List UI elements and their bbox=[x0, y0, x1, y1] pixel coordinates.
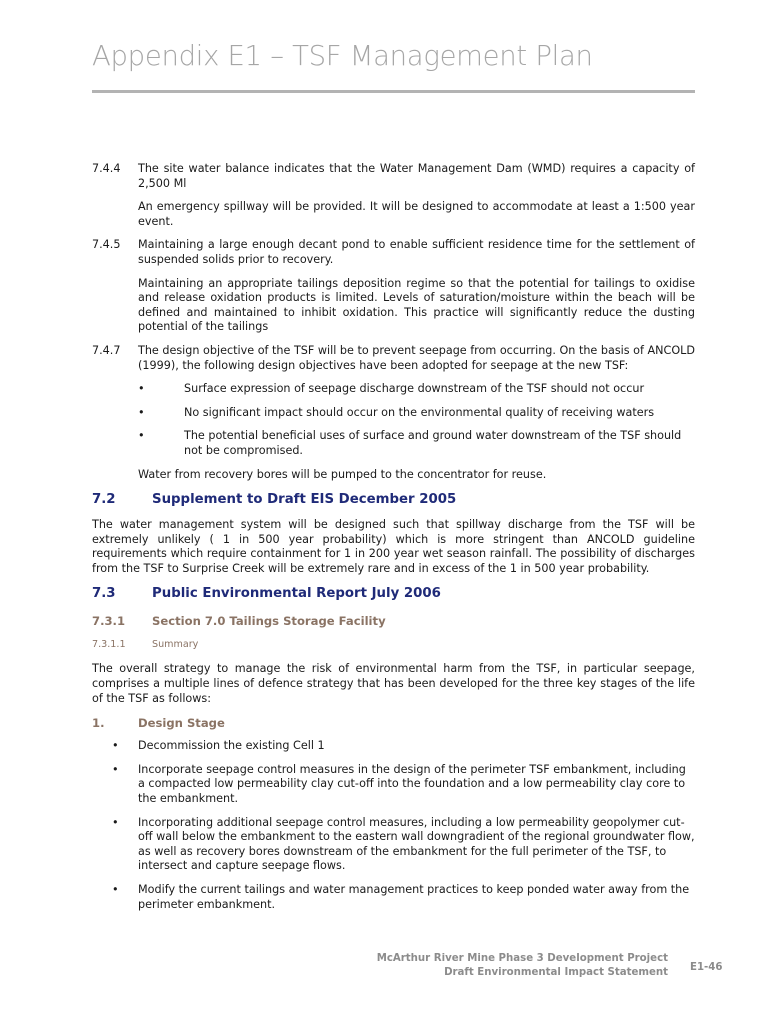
heading-number: 1. bbox=[92, 716, 105, 731]
section-7-4-7 bbox=[92, 344, 695, 373]
section-heading-7-3 bbox=[92, 586, 695, 602]
footer-document: Draft Environmental Impact Statement bbox=[444, 966, 668, 978]
section-number: 7.4.4 bbox=[92, 162, 121, 175]
paragraph: Water from recovery bores will be pumped to the concentrator for reuse. bbox=[138, 467, 547, 481]
heading-number: 7.2 bbox=[92, 492, 116, 508]
paragraph: An emergency spillway will be provided. It will be designed to accommodate at least a 1:500 year event. bbox=[138, 200, 695, 228]
list-item: • Surface expression of seepage discharge downstream of the TSF should not occur bbox=[138, 382, 645, 396]
heading-title: Design Stage bbox=[138, 716, 225, 731]
section-text: Maintaining a large enough decant pond to enable sufficient residence time for the settlement of suspended solids prior to recovery. bbox=[138, 238, 695, 266]
list-item: • Incorporate seepage control measures in the design of the perimeter TSF embankment, including a compacted low permeability clay cut-off into the foundation and a low permeability clay core to the embankment. bbox=[112, 762, 686, 806]
list-item: • Modify the current tailings and water management practices to keep ponded water away from the perimeter embankment. bbox=[112, 883, 690, 911]
section-number: 7.4.7 bbox=[92, 343, 121, 357]
heading-number: 7.3.1 bbox=[92, 614, 126, 629]
bullet-icon: • bbox=[112, 739, 119, 753]
bullet-icon: • bbox=[112, 815, 119, 829]
bullet-icon: • bbox=[112, 883, 119, 896]
heading-title: Section 7.0 Tailings Storage Facility bbox=[152, 614, 386, 629]
section-7-4-4 bbox=[92, 162, 695, 191]
heading-number: 7.3.1.1 bbox=[92, 639, 126, 651]
page-number: E1-46 bbox=[690, 962, 723, 973]
design-stage-list bbox=[112, 739, 695, 912]
section-heading-7-3-1-1 bbox=[92, 639, 695, 651]
heading-number: 7.3 bbox=[92, 586, 116, 602]
heading-title: Supplement to Draft EIS December 2005 bbox=[152, 492, 457, 508]
list-item: • Incorporating additional seepage control measures, including a low permeability geopolymer cut-off wall below the embankment to the eastern wall downgradient of the regional groundwater flow, as well as recovery bores downstream of the embankment for the full perimeter of the TSF, to intersect and capture seepage flows. bbox=[112, 815, 695, 873]
list-item: • The potential beneficial uses of surface and ground water downstream of the TSF should not be compromised. bbox=[138, 429, 682, 457]
design-stage-heading bbox=[92, 716, 695, 730]
bullet-icon: • bbox=[138, 429, 145, 443]
section-text: The design objective of the TSF will be to prevent seepage from occurring. On the basis of ANCOLD (1999), the following design objectives have been adopted for seepage at the new TSF: bbox=[138, 343, 695, 372]
objective-list bbox=[138, 382, 695, 458]
paragraph: The water management system will be designed such that spillway discharge from the TSF will be extremely unlikely ( 1 in 500 year probability) which is more stringent than ANCOLD guideline requirements which require containment for 1 in 200 year wet season rainfall. The possibility of discharges from the TSF to Surprise Creek will be extremely rare and in excess of the 1 in 500 year probability. bbox=[92, 518, 695, 575]
section-7-4-5 bbox=[92, 238, 695, 267]
header-rule bbox=[92, 90, 695, 93]
page-header-title: Appendix E1 – TSF Management Plan bbox=[92, 40, 593, 72]
bullet-icon: • bbox=[138, 382, 145, 396]
paragraph: The overall strategy to manage the risk of environmental harm from the TSF, in particular seepage, comprises a multiple lines of defence strategy that has been developed for the three key stages of the life of the TSF as follows: bbox=[92, 662, 695, 705]
list-item: • No significant impact should occur on the environmental quality of receiving waters bbox=[138, 405, 655, 419]
section-heading-7-3-1 bbox=[92, 614, 695, 628]
page-footer bbox=[360, 952, 668, 979]
bullet-icon: • bbox=[138, 405, 145, 419]
heading-title: Summary bbox=[152, 639, 199, 651]
bullet-icon: • bbox=[112, 762, 119, 776]
section-heading-7-2 bbox=[92, 492, 695, 508]
document-body bbox=[92, 162, 695, 912]
paragraph: Maintaining an appropriate tailings deposition regime so that the potential for tailings to oxidise and release oxidation products is limited. Levels of saturation/moisture within the beach will be defined and maintained to inhibit oxidation. This practice will significantly reduce the dusting potential of the tailings bbox=[138, 276, 695, 334]
footer-project: McArthur River Mine Phase 3 Development Project bbox=[376, 953, 668, 964]
list-item: • Decommission the existing Cell 1 bbox=[112, 739, 325, 753]
section-number: 7.4.5 bbox=[92, 238, 121, 252]
heading-title: Public Environmental Report July 2006 bbox=[152, 586, 441, 602]
section-text: The site water balance indicates that the Water Management Dam (WMD) requires a capacity of 2,500 Ml bbox=[138, 162, 695, 190]
